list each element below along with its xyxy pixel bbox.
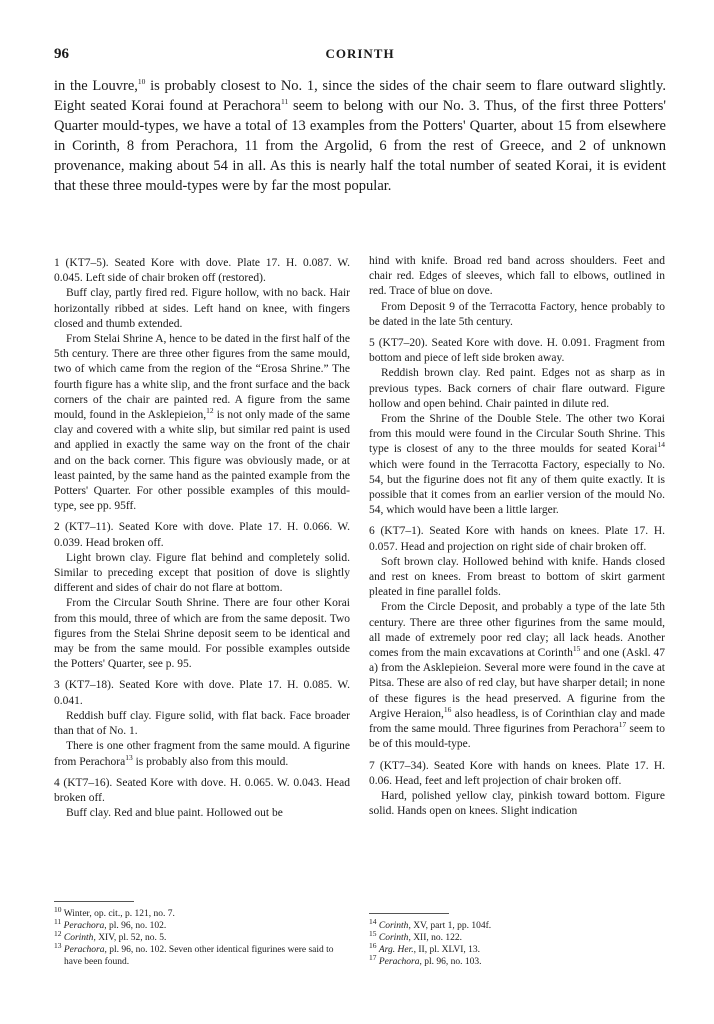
footnote-number: 13 [54, 940, 62, 950]
footnote [54, 904, 350, 920]
entry-continuation: hind with knife. Broad red band across shoulders. Feet and chair red. Edges of sleeves, which fall to elbows, outlined in red. Trace of blue on dove. [369, 255, 665, 298]
catalogue-entry-5: 5 (KT7–20). Seated Kore with dove. H. 0.091. Fragment from bottom and piece of left side broken away. [369, 337, 665, 365]
entry-description: Light brown clay. Figure flat behind and completely solid. Similar to preceding except that position of dove is slightly different and sides of chair do not flare at bottom. [54, 551, 350, 595]
footnote-number: 16 [369, 940, 377, 950]
right-column [369, 254, 665, 819]
intro-text: is probably closest to No. 1, since the sides of the chair seem to flare outward slightly. Eight seated Korai found at Perachora [54, 78, 666, 114]
entry-text: From the Circle Deposit, and probably a type of the late 5th century. There are three other figurines from the same mould, all made of extremely poor red clay; all lack heads. Another comes from the main excavations at Corinth [369, 601, 665, 660]
footnote-ref: 17 [618, 720, 627, 730]
running-title: CORINTH [325, 46, 395, 61]
entry-description: Buff clay. Red and blue paint. Hollowed out be [66, 807, 283, 820]
footnote-text: , II, pl. XLVI, 13. [413, 945, 481, 955]
footnote-number: 15 [369, 928, 377, 938]
intro-text: in the Louvre, [54, 78, 138, 94]
footnote-text: , XV, part 1, pp. 104f. [408, 921, 492, 931]
footnote-title: Corinth [378, 933, 409, 943]
entry-description: Hard, polished yellow clay, pinkish toward bottom. Figure solid. Hands open on knees. Slight indication [369, 789, 665, 818]
footnote [54, 928, 350, 944]
intro-paragraph [54, 76, 666, 196]
entry-text: and one (Askl. 47 a) from the Asklepieion. Several more were found in the cave at Pitsa. These are also of red clay, but have sharper detail; in none of these figures is the head preserved. A figurine from the Argive Heraion, [369, 647, 666, 720]
entry-text: From Stelai Shrine A, hence to be dated in the first half of the 5th century. There are three other figures from the same mould, two of which came from the region of the “Erosa Shrine.” The fourth figure has a white slip, and the front surface and the back corners of the chair are painted red. A figure from the same mould, found in the Asklepieion, [54, 333, 350, 422]
footnote-ref: 13 [125, 752, 133, 762]
entry-context [369, 412, 665, 518]
footnote [54, 940, 350, 968]
footnote [54, 916, 350, 932]
footnote-divider [54, 901, 134, 902]
entry-context: From the Circular South Shrine. There are four other Korai from this mould, three of which are from the same deposit. Two figures from the Stelai Shrine deposit seem to be identical and may be from the same mould. For possible examples outside the Potters' Quarter, see p. 95. [54, 597, 350, 671]
footnote-text: , XII, no. 122. [408, 933, 463, 943]
footnote-number: 10 [54, 904, 62, 914]
footnote-ref: 11 [280, 97, 289, 107]
entry-text: seem to be of this mould-type. [369, 723, 666, 751]
footnote [369, 928, 665, 944]
footnote-text: , pl. 96, no. 102. [104, 921, 167, 931]
footnote-text: Winter, op. cit., p. 121, no. 7. [61, 909, 175, 919]
page-number: 96 [54, 46, 69, 62]
catalogue-entry-1: 1 (KT7–5). Seated Kore with dove. Plate 17. H. 0.087. W. 0.045. Left side of chair broken off (restored). [54, 257, 350, 285]
footnote-ref: 15 [572, 644, 581, 654]
footnote-ref: 14 [657, 440, 665, 450]
entry-context [54, 332, 350, 514]
catalogue-entry-7: 7 (KT7–34). Seated Kore with hands on knees. Plate 17. H. 0.06. Head, feet and left projection of chair broken off. [369, 759, 665, 787]
footnote [369, 940, 665, 956]
entry-context: From Deposit 9 of the Terracotta Factory, hence probably to be dated in the late 5th century. [369, 300, 665, 328]
entry-description: Reddish buff clay. Figure solid, with flat back. Face broader than that of No. 1. [54, 709, 350, 738]
entry-description: Reddish brown clay. Red paint. Edges not as sharp as in previous types. Back corners of chair flare outward. Figure hollow and open behind. Chair painted in dilute red. [369, 367, 665, 410]
entry-text: which were found in the Terracotta Factory, especially to No. 54, but the figurine does not fit any of them quite exactly. It is possible that it comes from an earlier version of the mould No. 54, which would have been a little larger. [369, 458, 665, 517]
entry-context [54, 739, 350, 769]
footnote-number: 12 [54, 928, 62, 938]
footnotes-right [369, 913, 665, 968]
intro-text: seem to belong with our No. 3. Thus, of the first three Potters' Quarter mould-types, we have a total of 13 examples from the Potters' Quarter, about 15 from elsewhere in Corinth, 8 from Perachora, 11 from the Argolid, 6 from the rest of Greece, and 2 of unknown provenance, making about 54 in all. As this is nearly half the total number of seated Korai, it is evident that these three mould-types were by far the most popular. [54, 98, 667, 194]
entry-description: Buff clay, partly fired red. Figure hollow, with no back. Hair horizontally ribbed at sides. Left hand on knee, with fingers closed and thumb extended. [54, 287, 350, 330]
footnote-title: Arg. Her. [378, 945, 414, 955]
entry-text: is not only made of the same clay and covered with a white slip, but similar red paint is used and applied in exactly the same way on the front of the chair and on the back corner. This figure was obviously made, or at least painted, by the same hand as the painted example from the Potters' Quarter. For other possible examples of this mould-type, see pp. 95ff. [54, 409, 351, 513]
entry-text: There is one other fragment from the same mould. A figurine from Perachora [54, 740, 350, 768]
entry-description: Soft brown clay. Hollowed behind with knife. Hands closed and rest on knees. From breast to bottom of skirt garment pleated in fine parallel folds. [369, 555, 665, 599]
catalogue-entry-4: 4 (KT7–16). Seated Kore with dove. H. 0.065. W. 0.043. Head broken off. [54, 776, 350, 804]
footnote-title: Corinth [63, 933, 94, 943]
footnote-title: Perachora [63, 945, 105, 955]
entry-context [369, 600, 665, 752]
catalogue-entry-6: 6 (KT7–1). Seated Kore with hands on knees. Plate 17. H. 0.057. Head and projection on right side of chair broken off. [369, 525, 665, 553]
catalogue-entry-2: 2 (KT7–11). Seated Kore with dove. Plate 17. H. 0.066. W. 0.039. Head broken off. [54, 521, 350, 549]
footnote-text: , XIV, pl. 52, no. 5. [93, 933, 167, 943]
footnote-title: Corinth [378, 921, 409, 931]
entry-text: is probably also from this mould. [132, 755, 289, 768]
footnote-title: Perachora [63, 921, 105, 931]
page-header [54, 46, 666, 66]
left-column [54, 256, 350, 821]
footnote-text: , pl. 96, no. 102. Seven other identical figurines were said to have been found. [64, 945, 334, 967]
footnote-ref: 10 [137, 77, 146, 87]
footnote-divider [369, 913, 449, 914]
footnote-number: 11 [54, 916, 62, 926]
entry-text: From the Shrine of the Double Stele. The other two Korai from this mould were found in the Circular South Shrine. This type is closest of any to the three moulds for seated Korai [369, 413, 665, 456]
footnotes-left [54, 901, 350, 968]
footnote-number: 14 [369, 916, 377, 926]
footnote-ref: 12 [206, 406, 214, 416]
footnote-ref: 16 [443, 705, 452, 715]
footnote [369, 916, 665, 932]
footnote-text: , pl. 96, no. 103. [419, 957, 482, 967]
catalogue-entry-3: 3 (KT7–18). Seated Kore with dove. Plate 17. H. 0.085. W. 0.041. [54, 679, 350, 707]
footnote-title: Perachora [378, 957, 420, 967]
footnote-number: 17 [369, 952, 377, 962]
footnote [369, 952, 665, 968]
entry-text: also headless, is of Corinthian clay and made from the same mould. Three figurines from Perachora [369, 707, 665, 736]
